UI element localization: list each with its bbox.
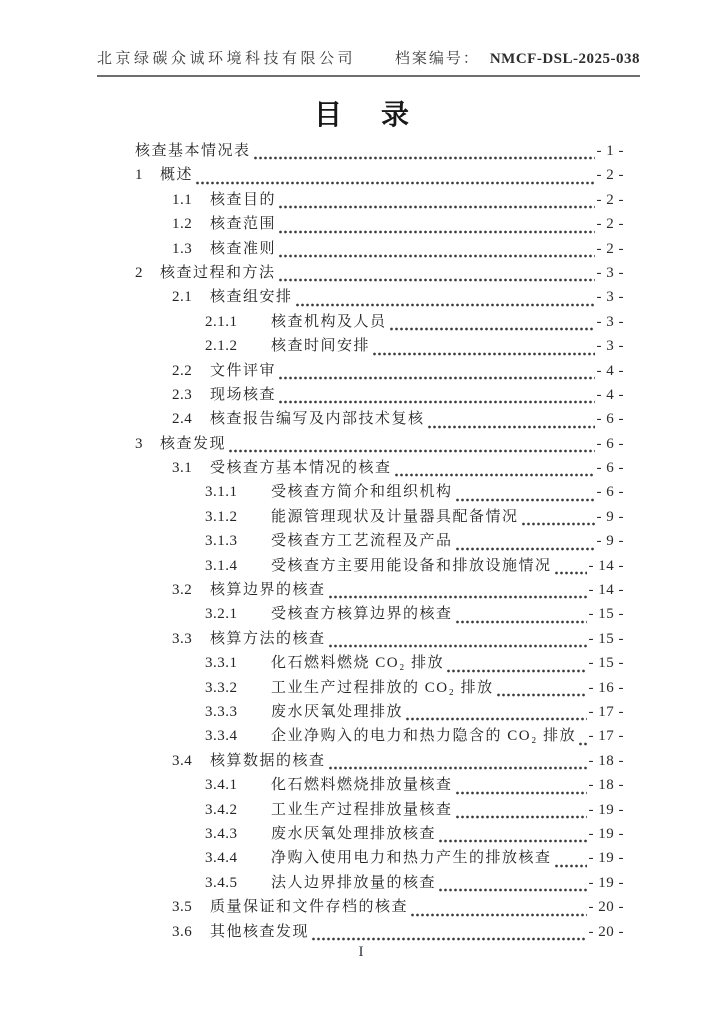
company-name: 北京绿碳众诚环境科技有限公司	[97, 51, 357, 67]
toc-entry-page: - 2 -	[596, 167, 624, 184]
toc-dot-leader	[456, 547, 595, 551]
toc-entry-label: 能源管理现状及计量器具配备情况	[271, 508, 519, 525]
toc-entry-label: 核查报告编写及内部技术复核	[210, 411, 425, 428]
toc-entry	[97, 334, 624, 358]
table-of-contents	[97, 139, 624, 944]
toc-entry	[97, 578, 624, 602]
toc-entry-number: 3.3.4	[205, 728, 238, 745]
toc-entry-number: 3.1.1	[205, 484, 238, 501]
toc-dot-leader	[279, 254, 594, 258]
toc-entry-label: 核查发现	[160, 435, 227, 452]
toc-dot-leader	[279, 376, 594, 380]
toc-entry-label: 废水厌氧处理排放	[271, 703, 404, 720]
toc-entry-page: - 3 -	[596, 338, 624, 355]
toc-entry	[97, 749, 624, 773]
toc-entry-page: - 3 -	[596, 289, 624, 306]
toc-entry-label: 受核查方基本情况的核查	[210, 460, 392, 477]
page-footer	[0, 944, 723, 961]
toc-entry	[97, 773, 624, 797]
toc-entry-page: - 3 -	[596, 313, 624, 330]
toc-entry-label: 核查基本情况表	[135, 143, 251, 159]
toc-dot-leader	[296, 303, 595, 307]
toc-dot-leader	[522, 522, 595, 526]
toc-entry-number: 3.4.1	[205, 777, 238, 794]
toc-entry-page: - 2 -	[596, 191, 624, 208]
toc-entry	[97, 700, 624, 724]
toc-entry-page: - 1 -	[596, 143, 624, 159]
toc-entry	[97, 822, 624, 846]
toc-dot-leader	[439, 839, 586, 843]
toc-entry-number: 2.1	[172, 289, 193, 306]
toc-entry	[97, 920, 624, 944]
toc-dot-leader	[279, 205, 594, 209]
toc-entry-number: 3.1.2	[205, 508, 238, 525]
toc-entry	[97, 651, 624, 675]
toc-dot-leader	[373, 352, 594, 356]
toc-entry-label: 化石燃料燃烧排放量核查	[271, 777, 453, 794]
toc-entry	[97, 676, 624, 700]
toc-entry-page: - 14 -	[588, 557, 624, 574]
toc-entry	[97, 285, 624, 309]
toc-entry-label: 受核查方主要用能设备和排放设施情况	[271, 557, 552, 574]
toc-entry-number: 2	[135, 264, 143, 281]
toc-entry	[97, 432, 624, 456]
toc-entry-number: 3.1	[172, 460, 193, 477]
toc-dot-leader	[439, 888, 586, 892]
toc-entry-label: 核算边界的核查	[210, 582, 326, 599]
toc-entry-number: 3.5	[172, 899, 193, 916]
toc-entry-label: 核查目的	[210, 191, 277, 208]
toc-entry-page: - 15 -	[588, 655, 624, 672]
toc-dot-leader	[447, 669, 586, 673]
toc-entry-label: 工业生产过程排放量核查	[271, 801, 453, 818]
toc-entry	[97, 139, 624, 163]
toc-entry-number: 2.1.1	[205, 313, 238, 330]
toc-entry	[97, 261, 624, 285]
toc-dot-leader	[428, 425, 595, 429]
toc-entry-page: - 15 -	[588, 606, 624, 623]
toc-entry-number: 3.4	[172, 752, 193, 769]
toc-entry-label: 废水厌氧处理排放核查	[271, 825, 437, 842]
toc-entry-number: 3.3	[172, 630, 193, 647]
toc-entry-page: - 2 -	[596, 216, 624, 233]
toc-entry-page: - 6 -	[596, 435, 624, 452]
toc-dot-leader	[456, 620, 587, 624]
toc-entry	[97, 871, 624, 895]
toc-dot-leader	[555, 571, 587, 575]
toc-entry	[97, 895, 624, 919]
toc-entry-label: 核查过程和方法	[160, 264, 276, 281]
toc-dot-leader	[312, 937, 586, 941]
toc-dot-leader	[196, 181, 594, 185]
toc-entry	[97, 602, 624, 626]
toc-entry-number: 3	[135, 435, 143, 452]
toc-entry	[97, 359, 624, 383]
toc-dot-leader	[329, 766, 587, 770]
toc-entry-number: 2.4	[172, 411, 193, 428]
toc-entry-label: 核算数据的核查	[210, 752, 326, 769]
toc-entry-page: - 19 -	[588, 850, 624, 867]
toc-dot-leader	[411, 913, 586, 917]
toc-entry-number: 1.2	[172, 216, 193, 233]
toc-entry-page: - 6 -	[596, 484, 624, 501]
toc-entry	[97, 188, 624, 212]
toc-entry-page: - 15 -	[588, 630, 624, 647]
toc-entry-label: 概述	[160, 167, 194, 184]
toc-entry-label: 现场核查	[210, 386, 277, 403]
toc-dot-leader	[395, 473, 595, 477]
toc-dot-leader	[229, 449, 594, 453]
toc-entry	[97, 163, 624, 187]
toc-entry-page: - 4 -	[596, 386, 624, 403]
toc-entry-page: - 9 -	[596, 508, 624, 525]
toc-entry	[97, 212, 624, 236]
toc-entry-page: - 18 -	[588, 777, 624, 794]
toc-entry-page: - 19 -	[588, 874, 624, 891]
toc-entry-label: 受核查方核算边界的核查	[271, 606, 453, 623]
archive-number-value: NMCF-DSL-2025-038	[489, 51, 640, 67]
toc-entry-page: - 6 -	[596, 411, 624, 428]
archive-field	[395, 47, 640, 68]
toc-entry-label: 受核查方简介和组织机构	[271, 484, 453, 501]
toc-entry	[97, 798, 624, 822]
toc-entry-label: 核查组安排	[210, 289, 293, 306]
page-title: 目 录	[313, 100, 425, 131]
toc-entry-page: - 4 -	[596, 362, 624, 379]
toc-entry	[97, 480, 624, 504]
toc-dot-leader	[555, 864, 587, 868]
toc-entry-number: 2.1.2	[205, 338, 238, 355]
toc-entry-page: - 2 -	[596, 240, 624, 257]
toc-entry	[97, 554, 624, 578]
toc-dot-leader	[497, 693, 587, 697]
toc-entry-label: 质量保证和文件存档的核查	[210, 899, 409, 916]
toc-dot-leader	[406, 717, 586, 721]
toc-dot-leader	[579, 742, 586, 746]
toc-dot-leader	[329, 595, 587, 599]
toc-entry-number: 2.3	[172, 386, 193, 403]
toc-entry-label: 受核查方工艺流程及产品	[271, 533, 453, 550]
archive-number-label: 档案编号：	[394, 51, 480, 67]
toc-dot-leader	[390, 327, 595, 331]
toc-dot-leader	[456, 498, 595, 502]
toc-entry	[97, 237, 624, 261]
toc-entry-number: 3.2.1	[205, 606, 238, 623]
toc-entry-number: 3.2	[172, 582, 193, 599]
toc-entry-page: - 6 -	[596, 460, 624, 477]
toc-entry-number: 1	[135, 167, 143, 184]
toc-dot-leader	[456, 791, 587, 795]
toc-entry-number: 3.4.2	[205, 801, 238, 818]
toc-entry-number: 3.4.5	[205, 874, 238, 891]
toc-entry-number: 3.1.4	[205, 557, 238, 574]
toc-entry-label: 化石燃料燃烧 CO₂ 排放	[271, 655, 445, 672]
toc-dot-leader	[329, 644, 587, 648]
toc-entry-label: 法人边界排放量的核查	[271, 874, 437, 891]
toc-dot-leader	[279, 278, 595, 282]
toc-entry-number: 1.1	[172, 191, 193, 208]
toc-entry-page: - 19 -	[588, 801, 624, 818]
toc-entry-page: - 19 -	[588, 825, 624, 842]
document-header	[97, 47, 640, 77]
toc-entry-number: 3.3.3	[205, 703, 238, 720]
toc-entry	[97, 407, 624, 431]
toc-entry-page: - 20 -	[588, 899, 624, 916]
toc-entry-number: 1.3	[172, 240, 193, 257]
toc-entry-label: 核查时间安排	[271, 338, 371, 355]
toc-entry-number: 3.4.4	[205, 850, 238, 867]
toc-entry	[97, 724, 624, 748]
toc-entry-page: - 16 -	[588, 679, 624, 696]
footer-page-number: I	[358, 944, 365, 960]
toc-dot-leader	[279, 400, 594, 404]
toc-entry	[97, 383, 624, 407]
toc-entry	[97, 846, 624, 870]
toc-entry-label: 文件评审	[210, 362, 277, 379]
toc-entry-page: - 3 -	[596, 264, 624, 281]
toc-dot-leader	[456, 815, 587, 819]
toc-entry-page: - 14 -	[588, 582, 624, 599]
toc-entry-label: 核查机构及人员	[271, 313, 387, 330]
toc-entry-number: 3.3.2	[205, 679, 238, 696]
toc-entry	[97, 456, 624, 480]
toc-entry-number: 3.4.3	[205, 825, 238, 842]
toc-entry	[97, 627, 624, 651]
toc-entry-number: 3.6	[172, 923, 193, 940]
toc-entry-label: 核算方法的核查	[210, 630, 326, 647]
toc-entry-page: - 17 -	[588, 703, 624, 720]
toc-entry-label: 核查准则	[210, 240, 277, 257]
toc-entry-number: 3.1.3	[205, 533, 238, 550]
toc-entry-page: - 18 -	[588, 752, 624, 769]
toc-dot-leader	[279, 230, 594, 234]
toc-dot-leader	[254, 156, 595, 160]
toc-entry	[97, 310, 624, 334]
toc-entry-page: - 17 -	[588, 728, 624, 745]
toc-entry-label: 核查范围	[210, 216, 277, 233]
toc-entry-number: 3.3.1	[205, 655, 238, 672]
toc-entry-page: - 9 -	[596, 533, 624, 550]
toc-entry-label: 净购入使用电力和热力产生的排放核查	[271, 850, 552, 867]
toc-entry-page: - 20 -	[588, 923, 624, 940]
toc-entry-label: 工业生产过程排放的 CO₂ 排放	[271, 679, 494, 696]
toc-entry	[97, 505, 624, 529]
toc-entry-label: 企业净购入的电力和热力隐含的 CO₂ 排放	[271, 728, 577, 745]
toc-entry	[97, 529, 624, 553]
toc-entry-number: 2.2	[172, 362, 193, 379]
toc-entry-label: 其他核查发现	[210, 923, 310, 940]
